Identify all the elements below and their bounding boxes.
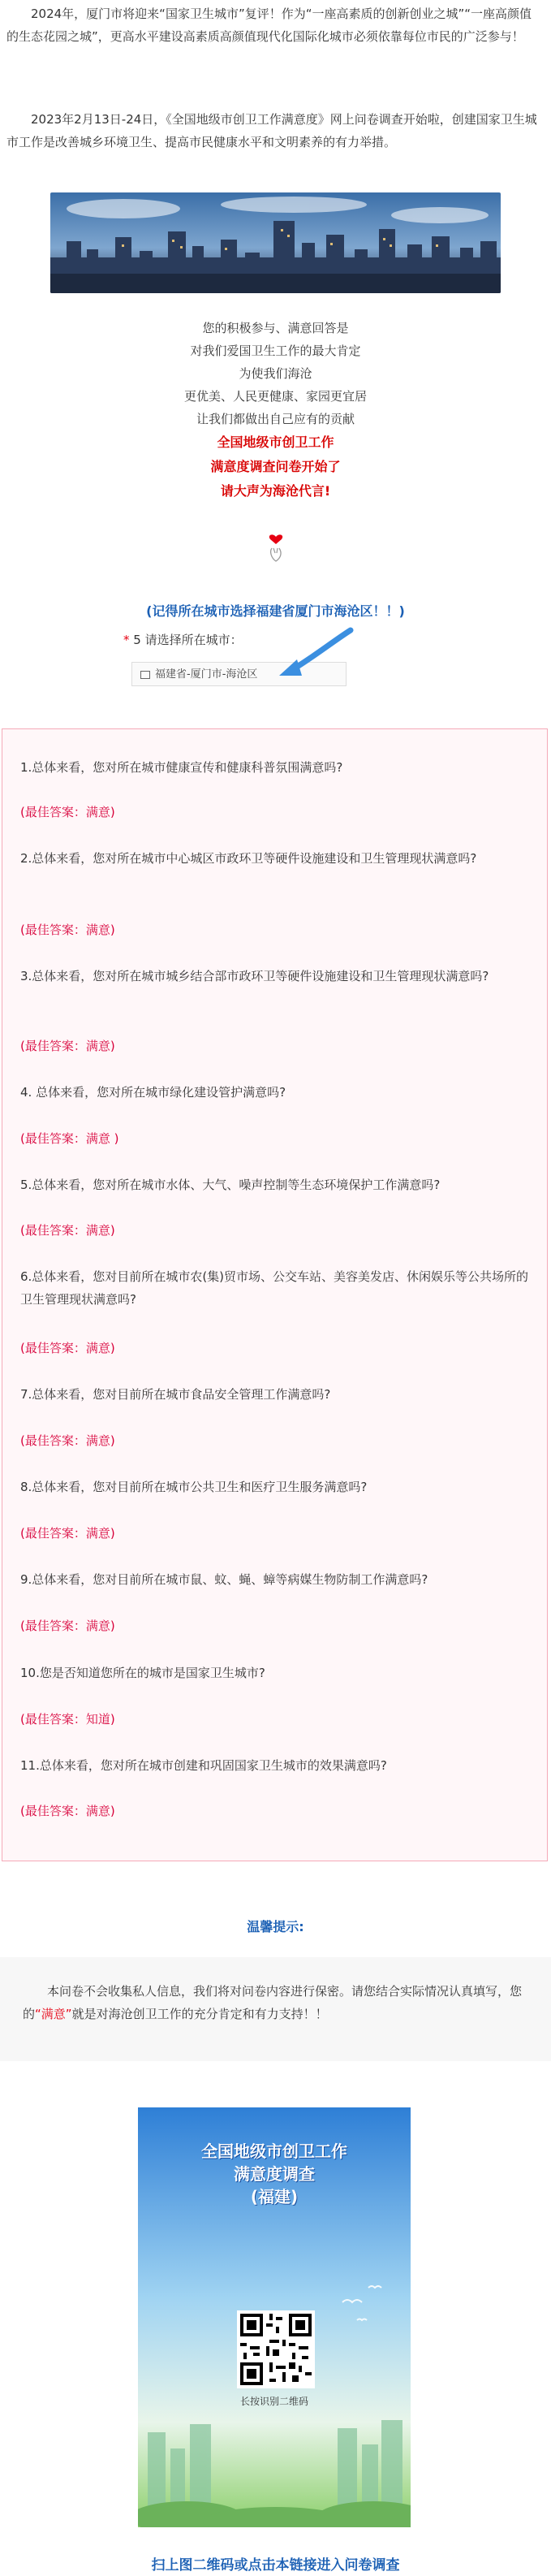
- appeal-line-5: 让我们都做出自己应有的贡献: [196, 412, 355, 426]
- privacy-notice-emphasis: “满意”: [35, 2007, 72, 2021]
- answer-2: (最佳答案：满意): [20, 923, 115, 937]
- question-2-text: 2.总体来看，您对所在城市中心城区市政环卫等硬件设施建设和卫生管理现状满意吗?: [20, 851, 477, 866]
- tips-title: 温馨提示:: [247, 1919, 304, 1934]
- question-7-text: 7.总体来看，您对目前所在城市食品安全管理工作满意吗?: [20, 1387, 331, 1402]
- privacy-notice: [0, 1957, 551, 2061]
- answer-3: (最佳答案：满意): [20, 1039, 115, 1053]
- city-selection-note: (记得所在城市选择福建省厦门市海沧区！！): [146, 603, 405, 619]
- region-icon: [140, 671, 150, 679]
- answer-6: (最佳答案：满意): [20, 1341, 115, 1355]
- intro-paragraph-1: 2024年，厦门市将迎来“国家卫生城市”复评！作为“一座高素质的创新创业之城”“一座高颜值的生态花园之城”，更高水平建设高素质高颜值现代化国际化城市必须依靠每位市民的广泛参与！: [6, 6, 532, 44]
- question-6: [20, 1265, 536, 1311]
- appeal-line-4: 更优美、人民更健康、家园更宜居: [183, 389, 367, 404]
- questions-panel: [2, 728, 548, 1861]
- appeal-line-2: 对我们爱国卫生工作的最大肯定: [190, 344, 361, 358]
- question-10-text: 10.您是否知道您所在的城市是国家卫生城市?: [20, 1666, 265, 1680]
- qr-hint: 长按识别二维码: [239, 2396, 308, 2407]
- question-11-text: 11.总体来看，您对所在城市创建和巩固国家卫生城市的效果满意吗?: [20, 1758, 387, 1773]
- question-5: [20, 1173, 536, 1196]
- city-skyline-image: [50, 192, 501, 293]
- survey-title-line-2: 满意度调查问卷开始了: [210, 459, 341, 474]
- survey-title-line-1: 全国地级市创卫工作: [217, 434, 334, 450]
- appeal-lines: [0, 317, 551, 504]
- answer-11: (最佳答案：满意): [20, 1804, 115, 1818]
- question-8: [20, 1476, 536, 1498]
- intro-paragraph-2: 2023年2月13日-24日，《全国地级市创卫工作满意度》网上问卷调查开始啦，创建国家卫生城市工作是改善城乡环境卫生、提高市民健康水平和文明素养的有力举措。: [6, 112, 537, 149]
- question-3-text: 3.总体来看，您对所在城市城乡结合部市政环卫等硬件设施建设和卫生管理现状满意吗?: [20, 969, 489, 983]
- question-4-text: 4. 总体来看，您对所在城市绿化建设管护满意吗?: [20, 1085, 286, 1100]
- select-city-label: [123, 631, 243, 648]
- qr-code[interactable]: [237, 2310, 315, 2388]
- survey-link[interactable]: 扫上图二维码或点击本链接进入问卷调查: [151, 2557, 400, 2574]
- privacy-notice-part-1: 本问卷不会收集私人信息，我们将对问卷内容进行保密。请您结合实际情况认真填写，您的: [23, 1984, 523, 2021]
- city-select-value: 福建省-厦门市-海沧区: [155, 668, 258, 681]
- poster-title-line-1: 全国地级市创卫工作: [201, 2142, 347, 2161]
- question-8-text: 8.总体来看，您对目前所在城市公共卫生和医疗卫生服务满意吗?: [20, 1480, 368, 1494]
- appeal-line-1: 您的积极参与、满意回答是: [202, 321, 349, 335]
- question-3: [20, 965, 536, 988]
- select-city-label-text: 5 请选择所在城市：: [133, 633, 243, 647]
- question-9: [20, 1568, 536, 1591]
- required-star: *: [123, 633, 130, 647]
- survey-poster: [138, 2107, 411, 2527]
- finger-heart-icon: [265, 532, 287, 568]
- question-2: [20, 847, 536, 870]
- question-7: [20, 1383, 536, 1406]
- answer-5: (最佳答案：满意): [20, 1223, 115, 1238]
- pointer-arrow-icon: [276, 625, 357, 685]
- poster-title-line-2: 满意度调查: [234, 2164, 315, 2184]
- poster-title-line-3: (福建): [250, 2187, 299, 2206]
- question-1-text: 1.总体来看，您对所在城市健康宣传和健康科普氛围满意吗?: [20, 760, 343, 775]
- question-6-text: 6.总体来看，您对目前所在城市农(集)贸市场、公交车站、美容美发店、休闲娱乐等公共场所的卫生管理现状满意吗?: [20, 1269, 529, 1307]
- answer-4: (最佳答案：满意 ): [20, 1131, 119, 1146]
- answer-7: (最佳答案：满意): [20, 1433, 115, 1448]
- question-4: [20, 1081, 536, 1104]
- question-11: [20, 1754, 536, 1777]
- answer-8: (最佳答案：满意): [20, 1526, 115, 1541]
- question-1: [20, 756, 536, 779]
- answer-9: (最佳答案：满意): [20, 1619, 115, 1633]
- question-5-text: 5.总体来看，您对所在城市水体、大气、噪声控制等生态环境保护工作满意吗?: [20, 1178, 441, 1192]
- survey-title-line-3: 请大声为海沧代言!: [220, 483, 331, 499]
- appeal-line-3: 为使我们海沧: [239, 366, 312, 381]
- privacy-notice-part-2: 就是对海沧创卫工作的充分肯定和有力支持！！: [71, 2007, 328, 2021]
- answer-10: (最佳答案：知道): [20, 1712, 115, 1727]
- answer-1: (最佳答案：满意): [20, 805, 115, 819]
- question-9-text: 9.总体来看，您对目前所在城市鼠、蚊、蝇、蟑等病媒生物防制工作满意吗?: [20, 1572, 428, 1587]
- question-10: [20, 1662, 536, 1684]
- privacy-notice-text: [23, 1980, 526, 2025]
